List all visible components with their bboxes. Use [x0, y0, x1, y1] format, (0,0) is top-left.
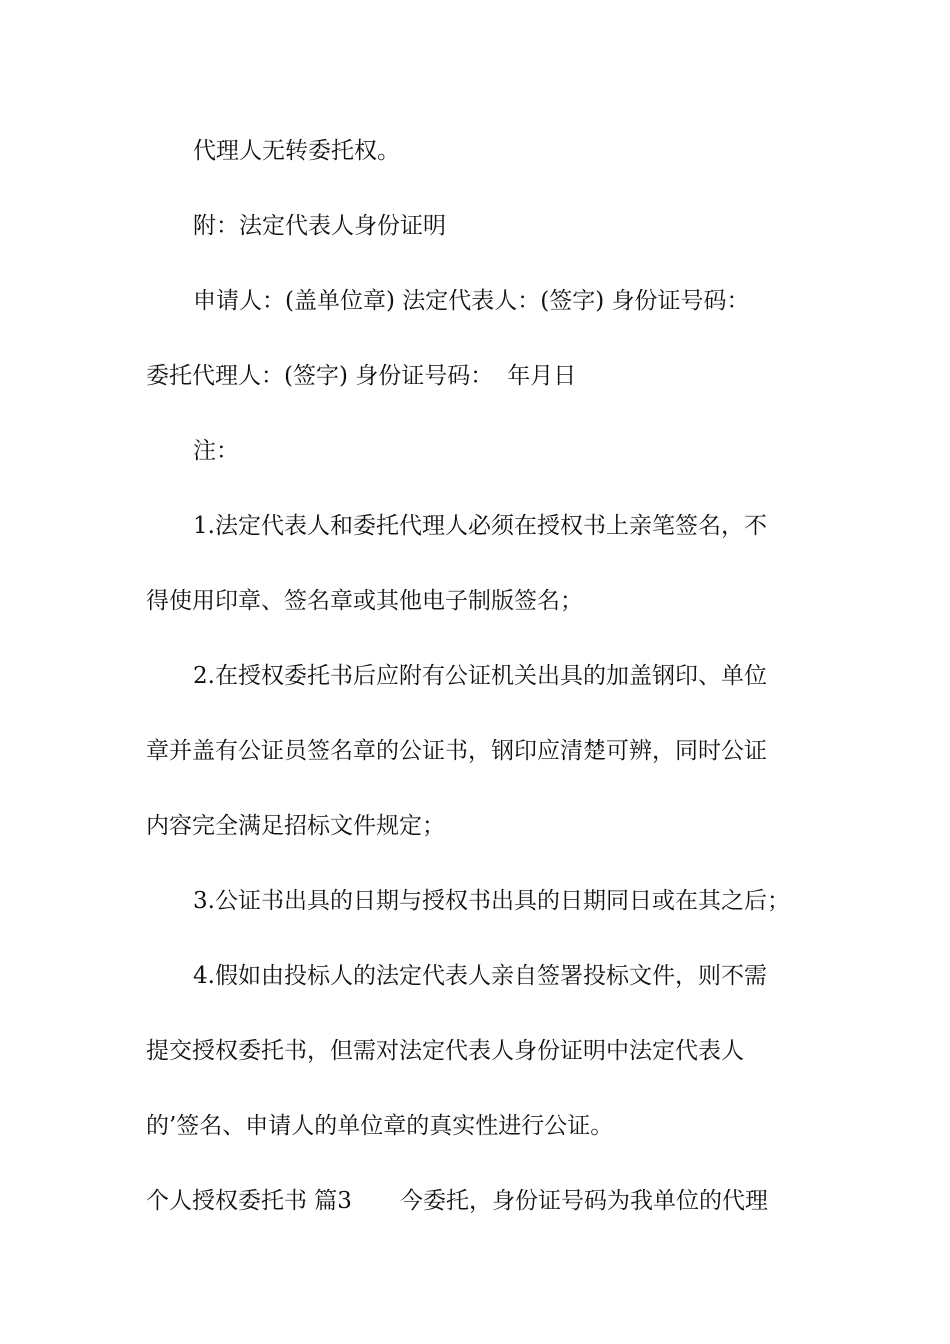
notes-heading: 注： [193, 438, 239, 464]
text-line-no-subdelegation: 代理人无转委托权。 [193, 138, 400, 164]
section-body-start: 今委托，身份证号码为我单位的代理 [399, 1188, 768, 1214]
note-2-line-3: 内容完全满足招标文件规定； [146, 813, 445, 839]
note-2-line-2: 章并盖有公证员签名章的公证书，钢印应清楚可辨，同时公证 [146, 738, 767, 764]
note-1-line-1: 1.法定代表人和委托代理人必须在授权书上亲笔签名，不 [193, 513, 767, 539]
note-4-line-3: 的’签名、申请人的单位章的真实性进行公证。 [146, 1113, 614, 1139]
section-title: 个人授权委托书 篇3 [146, 1188, 352, 1214]
note-4-line-1: 4.假如由投标人的法定代表人亲自签署投标文件，则不需 [193, 963, 767, 989]
note-1-line-2: 得使用印章、签名章或其他电子制版签名； [146, 588, 583, 614]
text-line-applicant-signature: 申请人：(盖单位章) 法定代表人：(签字) 身份证号码： [193, 288, 750, 314]
section-title-line [146, 1186, 810, 1216]
note-4-line-2: 提交授权委托书，但需对法定代表人身份证明中法定代表人 [146, 1038, 744, 1064]
text-line-agent-signature [146, 361, 810, 391]
note-2-line-1: 2.在授权委托书后应附有公证机关出具的加盖钢印、单位 [193, 663, 767, 689]
date-label: 年月日 [507, 363, 577, 389]
text-line-attachment: 附：法定代表人身份证明 [193, 213, 446, 239]
agent-signature-text: 委托代理人：(签字) 身份证号码： [146, 363, 494, 389]
note-3-line-1: 3.公证书出具的日期与授权书出具的日期同日或在其之后； [193, 888, 790, 914]
